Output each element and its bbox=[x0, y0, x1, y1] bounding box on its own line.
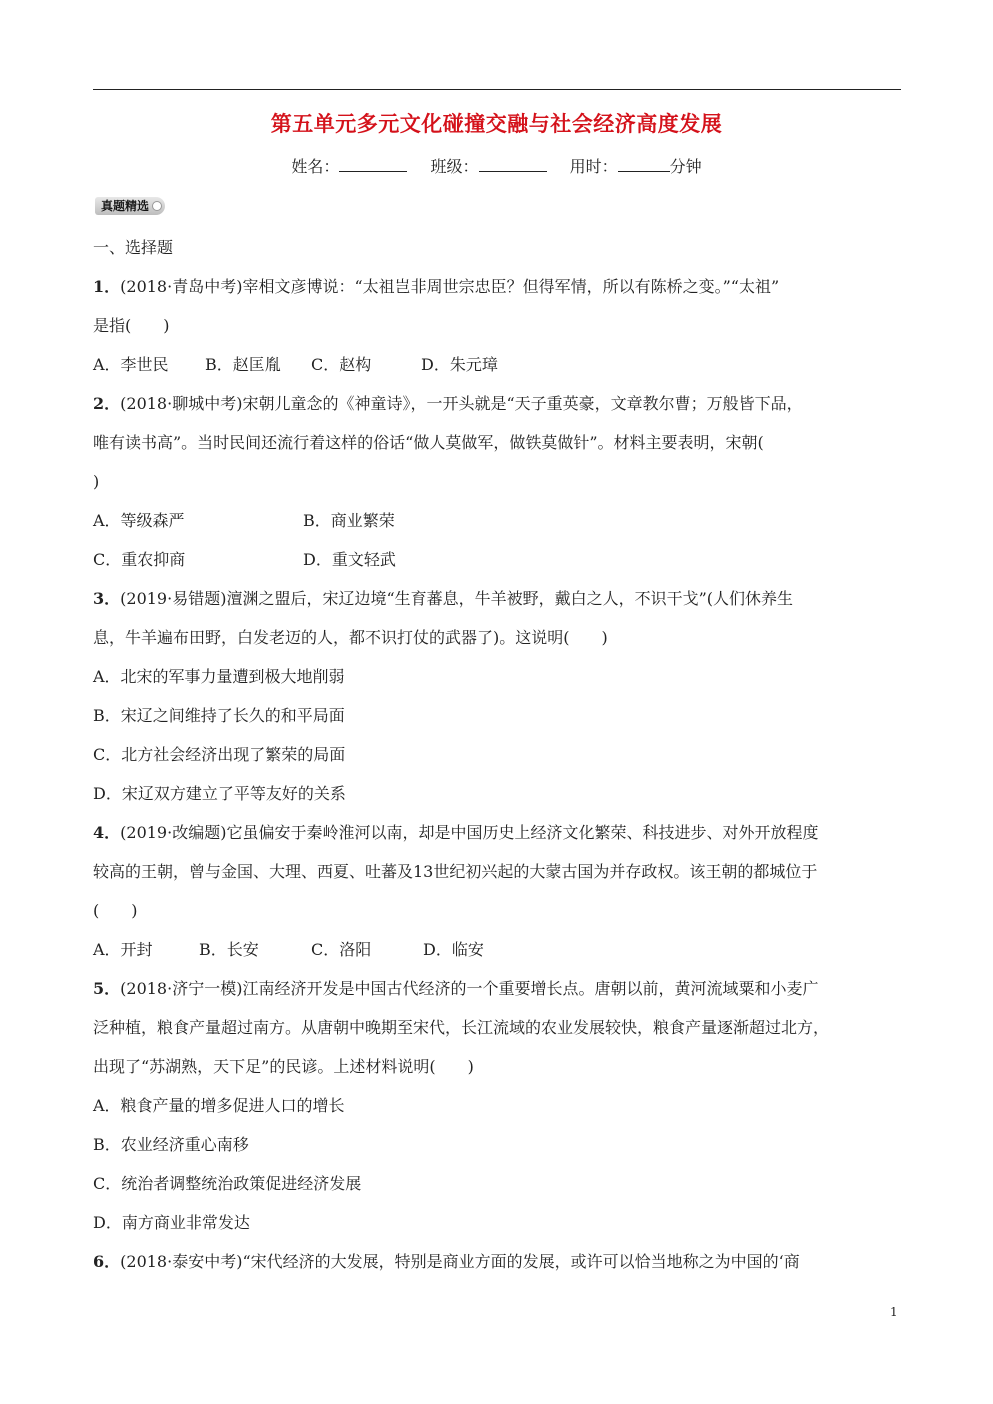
question-number: 6． bbox=[93, 1252, 121, 1271]
question-text: “宋代经济的大发展，特别是商业方面的发展，或许可以恰当地称之为中国的‘商 bbox=[242, 1252, 800, 1271]
question-4-options bbox=[93, 930, 893, 969]
question-source: (2019·改编题) bbox=[120, 823, 227, 842]
option[interactable]: C．洛阳 bbox=[311, 940, 372, 959]
name-blank[interactable] bbox=[339, 157, 407, 172]
time-label: 用时： bbox=[569, 157, 618, 176]
question-text: 它虽偏安于秦岭淮河以南，却是中国历史上经济文化繁荣、科技进步、对外开放程度 bbox=[226, 823, 819, 842]
question-text: 宋朝儿童念的《神童诗》，一开头就是“天子重英豪，文章教尔曹；万般皆下品， bbox=[242, 394, 803, 413]
section-heading: 一、选择题 bbox=[93, 238, 174, 257]
question-number: 2． bbox=[93, 394, 121, 413]
question-2-line-3: ) bbox=[93, 472, 100, 491]
question-source: (2018·济宁一模) bbox=[120, 979, 243, 998]
question-4-line-2: 较高的王朝，曾与金国、大理、西夏、吐蕃及13世纪初兴起的大蒙古国为并存政权。该王朝的都城位于 bbox=[93, 862, 818, 881]
question-1-line-1 bbox=[93, 267, 893, 306]
question-2-line-2: 唯有读书高”。当时民间还流行着这样的俗话“做人莫做军，做铁莫做针”。材料主要表明，宋朝( bbox=[93, 433, 764, 452]
question-2-options-row-1 bbox=[93, 501, 893, 540]
time-blank[interactable] bbox=[618, 157, 670, 172]
question-1-options bbox=[93, 345, 893, 384]
question-1-line-2: 是指( ) bbox=[93, 316, 170, 335]
question-5-line-3: 出现了“苏湖熟，天下足”的民谚。上述材料说明( ) bbox=[93, 1057, 474, 1076]
question-5-line-1 bbox=[93, 969, 893, 1008]
class-blank[interactable] bbox=[479, 157, 547, 172]
option[interactable]: D．临安 bbox=[423, 940, 484, 959]
question-number: 4． bbox=[93, 823, 121, 842]
option[interactable]: B．宋辽之间维持了长久的和平局面 bbox=[93, 706, 345, 725]
option[interactable]: A．北宋的军事力量遭到极大地削弱 bbox=[93, 667, 345, 686]
question-number: 3． bbox=[93, 589, 121, 608]
question-2-line-1 bbox=[93, 384, 893, 423]
section-badge bbox=[95, 197, 165, 215]
name-label: 姓名： bbox=[291, 157, 340, 176]
question-text: 澶渊之盟后，宋辽边境“生育蕃息，牛羊被野，戴白之人，不识干戈”(人们休养生 bbox=[226, 589, 794, 608]
option[interactable]: D．宋辽双方建立了平等友好的关系 bbox=[93, 784, 346, 803]
question-3-line-2: 息，牛羊遍布田野，白发老迈的人，都不识打仗的武器了)。这说明( ) bbox=[93, 628, 608, 647]
option[interactable]: D．朱元璋 bbox=[421, 355, 498, 374]
question-text: 江南经济开发是中国古代经济的一个重要增长点。唐朝以前，黄河流域粟和小麦广 bbox=[242, 979, 819, 998]
page-title: 第五单元多元文化碰撞交融与社会经济高度发展 bbox=[270, 111, 723, 136]
question-source: (2019·易错题) bbox=[120, 589, 227, 608]
question-source: (2018·青岛中考) bbox=[120, 277, 243, 296]
option[interactable]: B．商业繁荣 bbox=[303, 511, 395, 530]
option[interactable]: B．赵匡胤 bbox=[205, 355, 281, 374]
question-5-line-2: 泛种植，粮食产量超过南方。从唐朝中晚期至宋代，长江流域的农业发展较快，粮食产量逐渐超过北方， bbox=[93, 1018, 830, 1037]
page-number: 1 bbox=[890, 1305, 898, 1319]
option[interactable]: C．北方社会经济出现了繁荣的局面 bbox=[93, 745, 346, 764]
option[interactable]: B．农业经济重心南移 bbox=[93, 1135, 249, 1154]
header-rule bbox=[93, 89, 901, 90]
option[interactable]: D．重文轻武 bbox=[303, 550, 396, 569]
question-number: 5． bbox=[93, 979, 121, 998]
question-4-line-1 bbox=[93, 813, 893, 852]
badge-label: 真题精选 bbox=[101, 199, 150, 213]
option[interactable]: A．等级森严 bbox=[93, 511, 185, 530]
option[interactable]: A．开封 bbox=[93, 940, 153, 959]
option[interactable]: A．李世民 bbox=[93, 355, 169, 374]
question-text: 宰相文彦博说：“太祖岂非周世宗忠臣？但得军情，所以有陈桥之变。”“太祖” bbox=[242, 277, 780, 296]
question-4-line-3: ( ) bbox=[93, 901, 138, 920]
question-number: 1． bbox=[93, 277, 121, 296]
badge-dot-icon bbox=[152, 201, 162, 211]
option[interactable]: B．长安 bbox=[199, 940, 259, 959]
question-content bbox=[93, 228, 893, 1281]
question-source: (2018·泰安中考) bbox=[120, 1252, 243, 1271]
time-unit: 分钟 bbox=[669, 157, 702, 176]
question-2-options-row-2 bbox=[93, 540, 893, 579]
question-3-line-1 bbox=[93, 579, 893, 618]
option[interactable]: A．粮食产量的增多促进人口的增长 bbox=[93, 1096, 345, 1115]
class-label: 班级： bbox=[430, 157, 479, 176]
option[interactable]: C．重农抑商 bbox=[93, 550, 186, 569]
option[interactable]: D．南方商业非常发达 bbox=[93, 1213, 250, 1232]
student-info-line bbox=[0, 154, 993, 177]
option[interactable]: C．统治者调整统治政策促进经济发展 bbox=[93, 1174, 362, 1193]
question-source: (2018·聊城中考) bbox=[120, 394, 243, 413]
option[interactable]: C．赵构 bbox=[311, 355, 372, 374]
question-6-line-1 bbox=[93, 1242, 893, 1281]
